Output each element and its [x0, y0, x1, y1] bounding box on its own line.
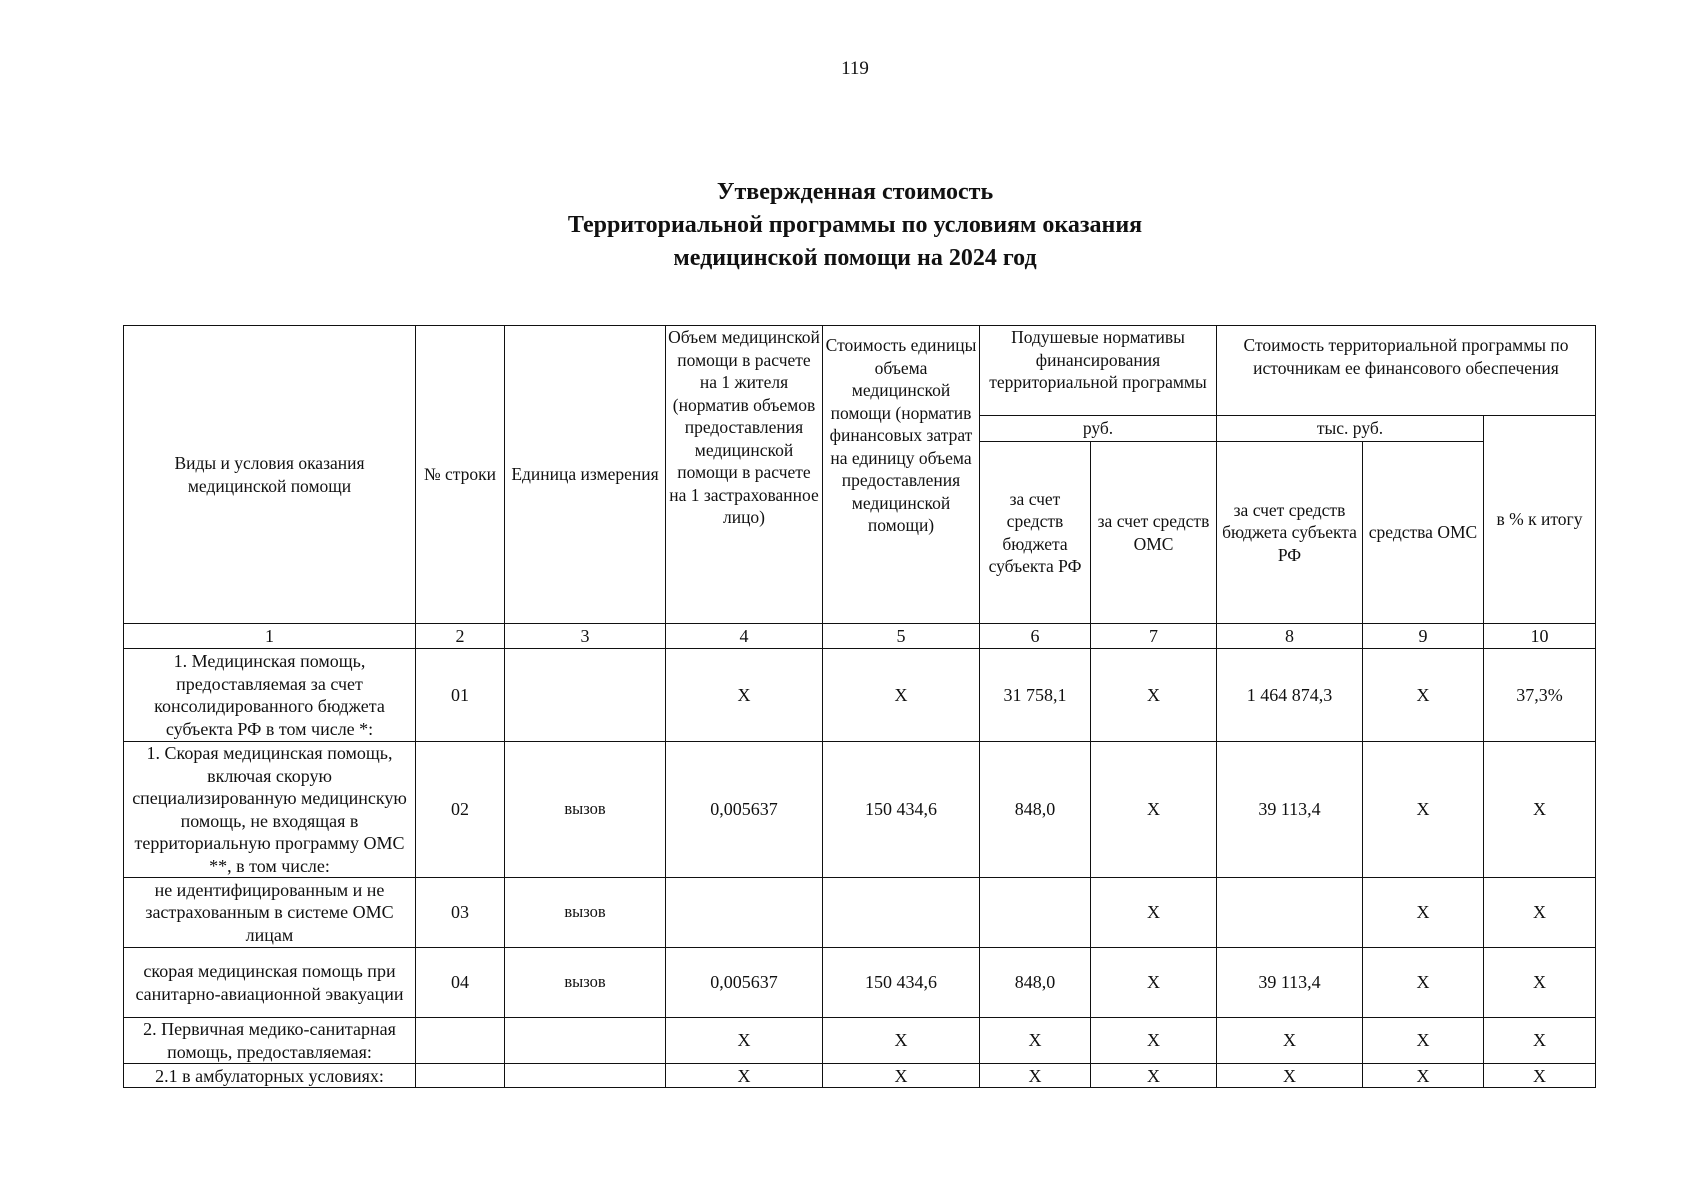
title-line-2: Территориальной программы по условиям оказания [567, 212, 1143, 238]
row-unit: вызов [505, 742, 666, 878]
row-percapita-oms: Х [1091, 1064, 1217, 1088]
row-cost-oms: Х [1363, 878, 1484, 948]
header-cost-oms: средства ОМС [1363, 442, 1484, 624]
header-volume: Объем медицинской помощи в расчете на 1 жителя (норматив объемов предоставления медицинской помощи в расчете на 1 застрахованное лицо) [666, 326, 823, 624]
row-percapita-budget: 31 758,1 [980, 649, 1091, 742]
header-row-number: № строки [416, 326, 505, 624]
row-number: 03 [416, 878, 505, 948]
column-number-row [124, 624, 1596, 649]
row-percapita-oms: Х [1091, 742, 1217, 878]
row-percapita-oms: Х [1091, 878, 1217, 948]
header-percapita-oms: за счет средств ОМС [1091, 442, 1217, 624]
row-percent: Х [1484, 878, 1596, 948]
row-name: не идентифицированным и не застрахованным в системе ОМС лицам [124, 878, 416, 948]
row-cost-budget: 39 113,4 [1217, 948, 1363, 1018]
column-number: 8 [1217, 624, 1363, 649]
header-unit-cost: Стоимость единицы объема медицинской помощи (норматив финансовых затрат на единицу объема предоставления медицинской помощи) [823, 326, 980, 624]
row-percapita-oms: Х [1091, 948, 1217, 1018]
title-line-3: медицинской помощи на 2024 год [673, 245, 1037, 271]
row-percapita-oms: Х [1091, 1018, 1217, 1064]
row-volume: 0,005637 [666, 948, 823, 1018]
title-line-1: Утвержденная стоимость [716, 179, 994, 205]
row-cost-budget: Х [1217, 1064, 1363, 1088]
column-number: 2 [416, 624, 505, 649]
row-name: 1. Скорая медицинская помощь, включая скорую специализированную медицинскую помощь, не входящая в территориальную программу ОМС **, в том числе: [124, 742, 416, 878]
header-unit-rub: руб. [980, 416, 1217, 442]
row-number: 04 [416, 948, 505, 1018]
row-number: 01 [416, 649, 505, 742]
table-row [124, 1018, 1596, 1064]
column-number: 9 [1363, 624, 1484, 649]
row-cost-oms: Х [1363, 1064, 1484, 1088]
row-percent: Х [1484, 1018, 1596, 1064]
row-percent: Х [1484, 948, 1596, 1018]
row-cost-oms: Х [1363, 1018, 1484, 1064]
row-cost-budget: Х [1217, 1018, 1363, 1064]
row-percent: 37,3% [1484, 649, 1596, 742]
table-row [124, 742, 1596, 878]
row-unit-cost: 150 434,6 [823, 742, 980, 878]
header-kinds-of-care: Виды и условия оказания медицинской помощи [124, 326, 416, 624]
header-unit-thousand-rub: тыс. руб. [1217, 416, 1484, 442]
row-percapita-budget: Х [980, 1064, 1091, 1088]
row-number [416, 1018, 505, 1064]
row-cost-budget [1217, 878, 1363, 948]
column-number: 10 [1484, 624, 1596, 649]
column-number: 6 [980, 624, 1091, 649]
row-name: 1. Медицинская помощь, предоставляемая за счет консолидированного бюджета субъекта РФ в том числе *: [124, 649, 416, 742]
row-unit: вызов [505, 878, 666, 948]
column-number: 3 [505, 624, 666, 649]
row-unit-cost: Х [823, 649, 980, 742]
table-row [124, 948, 1596, 1018]
header-percent-of-total: в % к итогу [1484, 416, 1596, 624]
program-cost-table [123, 325, 1596, 1088]
row-name: скорая медицинская помощь при санитарно-авиационной эвакуации [124, 948, 416, 1018]
row-volume: Х [666, 1064, 823, 1088]
row-name: 2. Первичная медико-санитарная помощь, предоставляемая: [124, 1018, 416, 1064]
row-volume: 0,005637 [666, 742, 823, 878]
document-title [0, 176, 1697, 275]
row-volume: Х [666, 649, 823, 742]
table-row [124, 878, 1596, 948]
page-number: 119 [841, 58, 869, 79]
row-volume: Х [666, 1018, 823, 1064]
row-unit-cost: 150 434,6 [823, 948, 980, 1018]
row-percapita-budget: Х [980, 1018, 1091, 1064]
row-unit-cost: Х [823, 1064, 980, 1088]
header-cost-group: Стоимость территориальной программы по источникам ее финансового обеспечения [1217, 326, 1596, 416]
column-number: 4 [666, 624, 823, 649]
row-cost-budget: 39 113,4 [1217, 742, 1363, 878]
row-cost-oms: Х [1363, 948, 1484, 1018]
header-cost-budget: за счет средств бюджета субъекта РФ [1217, 442, 1363, 624]
row-percapita-oms: Х [1091, 649, 1217, 742]
row-volume [666, 878, 823, 948]
row-percent: Х [1484, 1064, 1596, 1088]
row-unit: вызов [505, 948, 666, 1018]
row-cost-oms: Х [1363, 649, 1484, 742]
row-unit [505, 1018, 666, 1064]
row-number [416, 1064, 505, 1088]
column-number: 7 [1091, 624, 1217, 649]
table-row [124, 649, 1596, 742]
row-cost-budget: 1 464 874,3 [1217, 649, 1363, 742]
row-percent: Х [1484, 742, 1596, 878]
row-percapita-budget: 848,0 [980, 742, 1091, 878]
row-cost-oms: Х [1363, 742, 1484, 878]
row-number: 02 [416, 742, 505, 878]
row-percapita-budget [980, 878, 1091, 948]
column-number: 1 [124, 624, 416, 649]
row-unit [505, 1064, 666, 1088]
row-unit-cost [823, 878, 980, 948]
row-percapita-budget: 848,0 [980, 948, 1091, 1018]
row-unit-cost: Х [823, 1018, 980, 1064]
row-unit [505, 649, 666, 742]
row-name: 2.1 в амбулаторных условиях: [124, 1064, 416, 1088]
column-number: 5 [823, 624, 980, 649]
header-percapita-group: Подушевые нормативы финансирования территориальной программы [980, 326, 1217, 416]
header-unit: Единица измерения [505, 326, 666, 624]
header-percapita-budget: за счет средств бюджета субъекта РФ [980, 442, 1091, 624]
table-row [124, 1064, 1596, 1088]
